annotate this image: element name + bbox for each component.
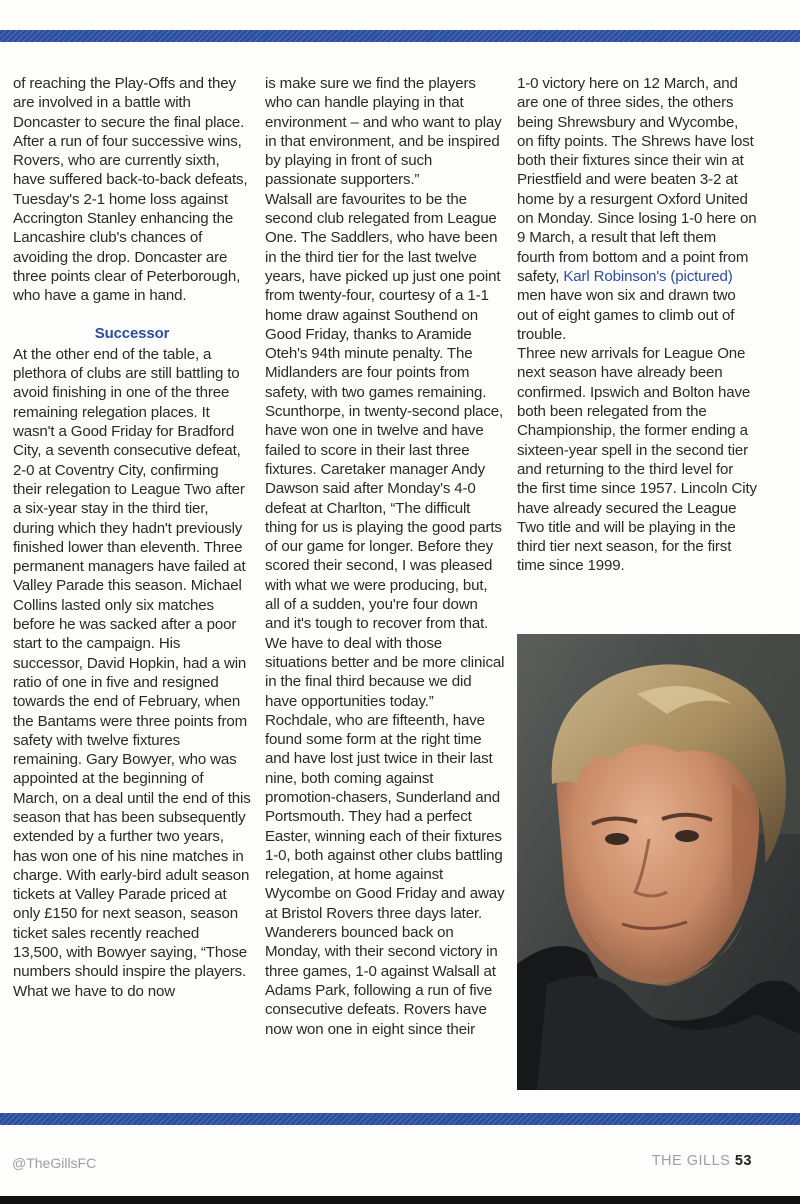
top-decorative-bar bbox=[0, 30, 800, 42]
article-paragraph: of reaching the Play-Offs and they are involved in a battle with Doncaster to secure the final place. After a run of four successive wins, Rovers, who are currently sixth, have suffered back-to-back defeats, Tuesday's 2-1 home loss against Accrington Stanley enhancing the Lancashire club's chances of avoiding the drop. Doncaster are three points clear of Peterborough, who have a game in hand. bbox=[13, 75, 248, 305]
manager-photo bbox=[517, 634, 800, 1090]
article-paragraph: Three new arrivals for League One next season have already been confirmed. Ipswich and Bolton have both been relegated from the Championship, the former ending a sixteen-year spell in the second tier and returning to the third level for the first time since 1957. Lincoln City have already secured the League Two title and will be playing in the third tier next season, for the first time since 1999. bbox=[517, 345, 757, 575]
paragraph-text: men have won six and drawn two out of eight games to climb out of trouble. bbox=[517, 287, 736, 343]
page-number: 53 bbox=[734, 1153, 752, 1169]
article-paragraph: Rochdale, who are fifteenth, have found some form at the right time and have lost just twice in their last nine, both coming against promotion-chasers, Sunderland and Portsmouth. They had a perfect Easter, winning each of their fixtures 1-0, both against other clubs battling relegation, at home against Wycombe on Good Friday and away at Bristol Rovers three days later. Wanderers bounced back on Monday, with their second victory in three games, 1-0 against Walsall at Adams Park, following a run of five consecutive defeats. Rovers have now won one in eight since their bbox=[265, 711, 505, 1038]
article-column-2 bbox=[265, 74, 505, 1039]
article-paragraph: At the other end of the table, a plethora of clubs are still battling to avoid finishing in one of the three remaining relegation places. It wasn't a Good Friday for Bradford City, a seventh consecutive defeat, 2-0 at Coventry City, confirming their relegation to League Two after a six-year stay in the third tier, during which they hadn't previously finished lower than eleventh. Three permanent managers have failed at Valley Parade this season. Michael Collins lasted only six matches before he was sacked after a poor start to the campaign. His successor, David Hopkin, had a win ratio of one in five and resigned towards the end of February, when the Bantams were three points from safety with twelve fixtures remaining. Gary Bowyer, who was appointed at the beginning of March, on a deal until the end of this season that has been subsequently extended by a further two years, has won one of his nine matches in charge. With early-bird adult season tickets at Valley Parade priced at only £150 for next season, season ticket sales recently reached 13,500, with Bowyer saying, “Those numbers should inspire the players. What we have to do now bbox=[13, 345, 251, 1000]
social-handle: @TheGillsFC bbox=[12, 1155, 97, 1171]
article-paragraph: Walsall are favourites to be the second club relegated from League One. The Saddlers, who have been in the third tier for the last twelve years, have picked up just one point from twenty-four, courtesy of a 1-1 home draw against Southend on Good Friday, thanks to Aramide Oteh's 94th minute penalty. The Midlanders are four points from safety, with two games remaining. Scunthorpe, in twenty-second place, have won one in twelve and have failed to score in their last three fixtures. Caretaker manager Andy Dawson said after Monday's 4-0 defeat at Charlton, “The difficult thing for us is playing the good parts of our game for longer. Before they scored their second, I was pleased with what we were producing, but, all of a sudden, you're four down and it's tough to recover from that. We have to deal with those situations better and be more clinical in the final third because we did have opportunities today.” bbox=[265, 190, 505, 710]
article-column-1 bbox=[13, 74, 251, 1001]
bottom-decorative-bar bbox=[0, 1113, 800, 1125]
publication-name: THE GILLS bbox=[651, 1153, 731, 1169]
section-subheading: Successor bbox=[94, 324, 170, 342]
pictured-name-highlight: Karl Robinson's (pictured) bbox=[563, 267, 733, 285]
page-edge bbox=[0, 1196, 800, 1204]
page-footer-label bbox=[652, 1153, 752, 1169]
article-column-3 bbox=[517, 74, 757, 576]
article-paragraph: is make sure we find the players who can handle playing in that environment – and who want to play in that environment, and be inspired by playing in front of such passionate supporters.” bbox=[265, 75, 502, 189]
article-paragraph bbox=[517, 74, 757, 344]
portrait-illustration bbox=[517, 634, 800, 1090]
paragraph-text: 1-0 victory here on 12 March, and are one of three sides, the others being Shrewsbury and Wycombe, on fifty points. The Shrews have lost both their fixtures since their win at Priestfield and were beaten 3-2 at home by a resurgent Oxford United on Monday. Since losing 1-0 here on 9 March, a result that left them fourth from bottom and a point from safety, bbox=[517, 75, 757, 285]
